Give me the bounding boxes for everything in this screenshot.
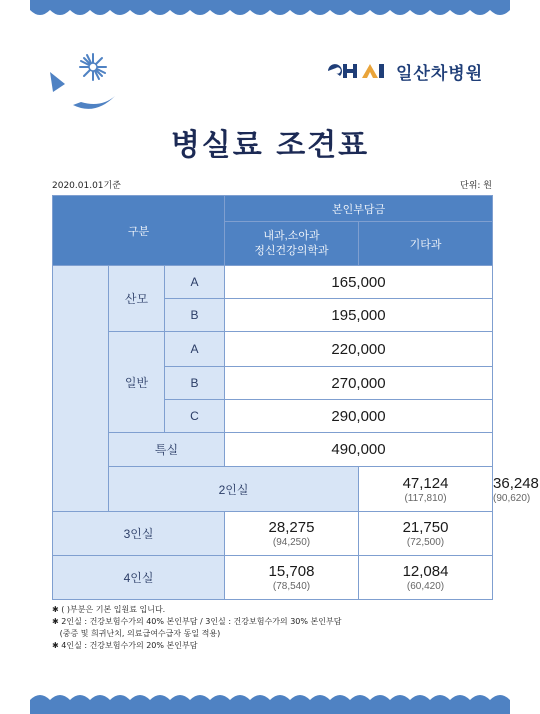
room-4-col1 xyxy=(225,556,359,600)
bottom-wave-decoration xyxy=(30,688,510,714)
copay-value: 28,275 xyxy=(268,519,315,536)
grade-cell: A xyxy=(165,266,225,299)
hospital-logo xyxy=(326,62,484,84)
room-2-col1 xyxy=(359,467,493,512)
fee-value: 165,000 xyxy=(225,266,493,299)
footnotes xyxy=(52,604,341,652)
effective-date: 2020.01.01기준 xyxy=(52,181,121,191)
base-fee-value: (78,540) xyxy=(272,581,311,592)
fee-value: 490,000 xyxy=(225,433,493,467)
header-category: 구분 xyxy=(53,196,225,266)
grade-cell: B xyxy=(165,367,225,400)
sun-moon-icon xyxy=(45,50,125,120)
copay-value: 21,750 xyxy=(402,519,449,536)
room-fee-table: 구분 본인부담금 내과,소아과 정신건강의학과 기타과 산모 A 165,000 B 195,000 일반 A 220,000 B 270,000 C 290,000 특실 490,000 2인실 47,124 (117,810) 36,248 (90,620) 3인실 28,275 (94,250) 21,750 (72,500) 4인실 15,708 (78,540) 12,084 (60,420) xyxy=(52,195,493,600)
room-2-label: 2인실 xyxy=(109,467,359,512)
grade-cell: B xyxy=(165,299,225,332)
base-fee-value: (60,420) xyxy=(406,581,445,592)
footnote-line: ✱ 4인실 : 건강보험수가의 20% 본인부담 xyxy=(52,641,198,650)
group-ilban: 일반 xyxy=(109,332,165,433)
room-3-col2 xyxy=(359,512,493,556)
header-internal-medicine xyxy=(225,222,359,266)
copay-value: 47,124 xyxy=(402,474,449,492)
fee-value: 220,000 xyxy=(225,332,493,367)
copay-value: 12,084 xyxy=(402,563,449,580)
group-teuksil: 특실 xyxy=(109,433,225,467)
copay-value: 15,708 xyxy=(268,563,315,580)
hospital-name: 일산차병원 xyxy=(396,63,484,84)
room-4-col2 xyxy=(359,556,493,600)
page-title: 병실료 조견표 xyxy=(170,128,370,163)
base-fee-value: (117,810) xyxy=(404,492,447,504)
room-3-col1 xyxy=(225,512,359,556)
footnote-line: (중증 및 희귀난치, 의료급여수급자 동일 적용) xyxy=(52,629,221,638)
fee-value: 290,000 xyxy=(225,400,493,433)
blank-side-cell xyxy=(53,266,109,512)
fee-value: 195,000 xyxy=(225,299,493,332)
unit-label: 단위: 원 xyxy=(460,181,492,191)
grade-cell: C xyxy=(165,400,225,433)
header-copay: 본인부담금 xyxy=(225,196,493,222)
footnote-line: ✱ 2인실 : 건강보험수가의 40% 본인부담 / 3인실 : 건강보험수가의 30% 본인부담 xyxy=(52,617,342,626)
base-fee-value: (72,500) xyxy=(406,537,445,548)
group-sanmo: 산모 xyxy=(109,266,165,332)
header-other-departments: 기타과 xyxy=(359,222,493,266)
top-wave-decoration xyxy=(30,0,510,22)
room-4-label: 4인실 xyxy=(53,556,225,600)
cha-logo-mark-icon xyxy=(326,62,386,80)
header-col1-text: 내과,소아과 정신건강의학과 xyxy=(254,229,329,257)
footnote-line: ✱ ( )부분은 기본 입원료 입니다. xyxy=(52,605,166,614)
base-fee-value: (94,250) xyxy=(272,537,311,548)
grade-cell: A xyxy=(165,332,225,367)
room-3-label: 3인실 xyxy=(53,512,225,556)
fee-value: 270,000 xyxy=(225,367,493,400)
